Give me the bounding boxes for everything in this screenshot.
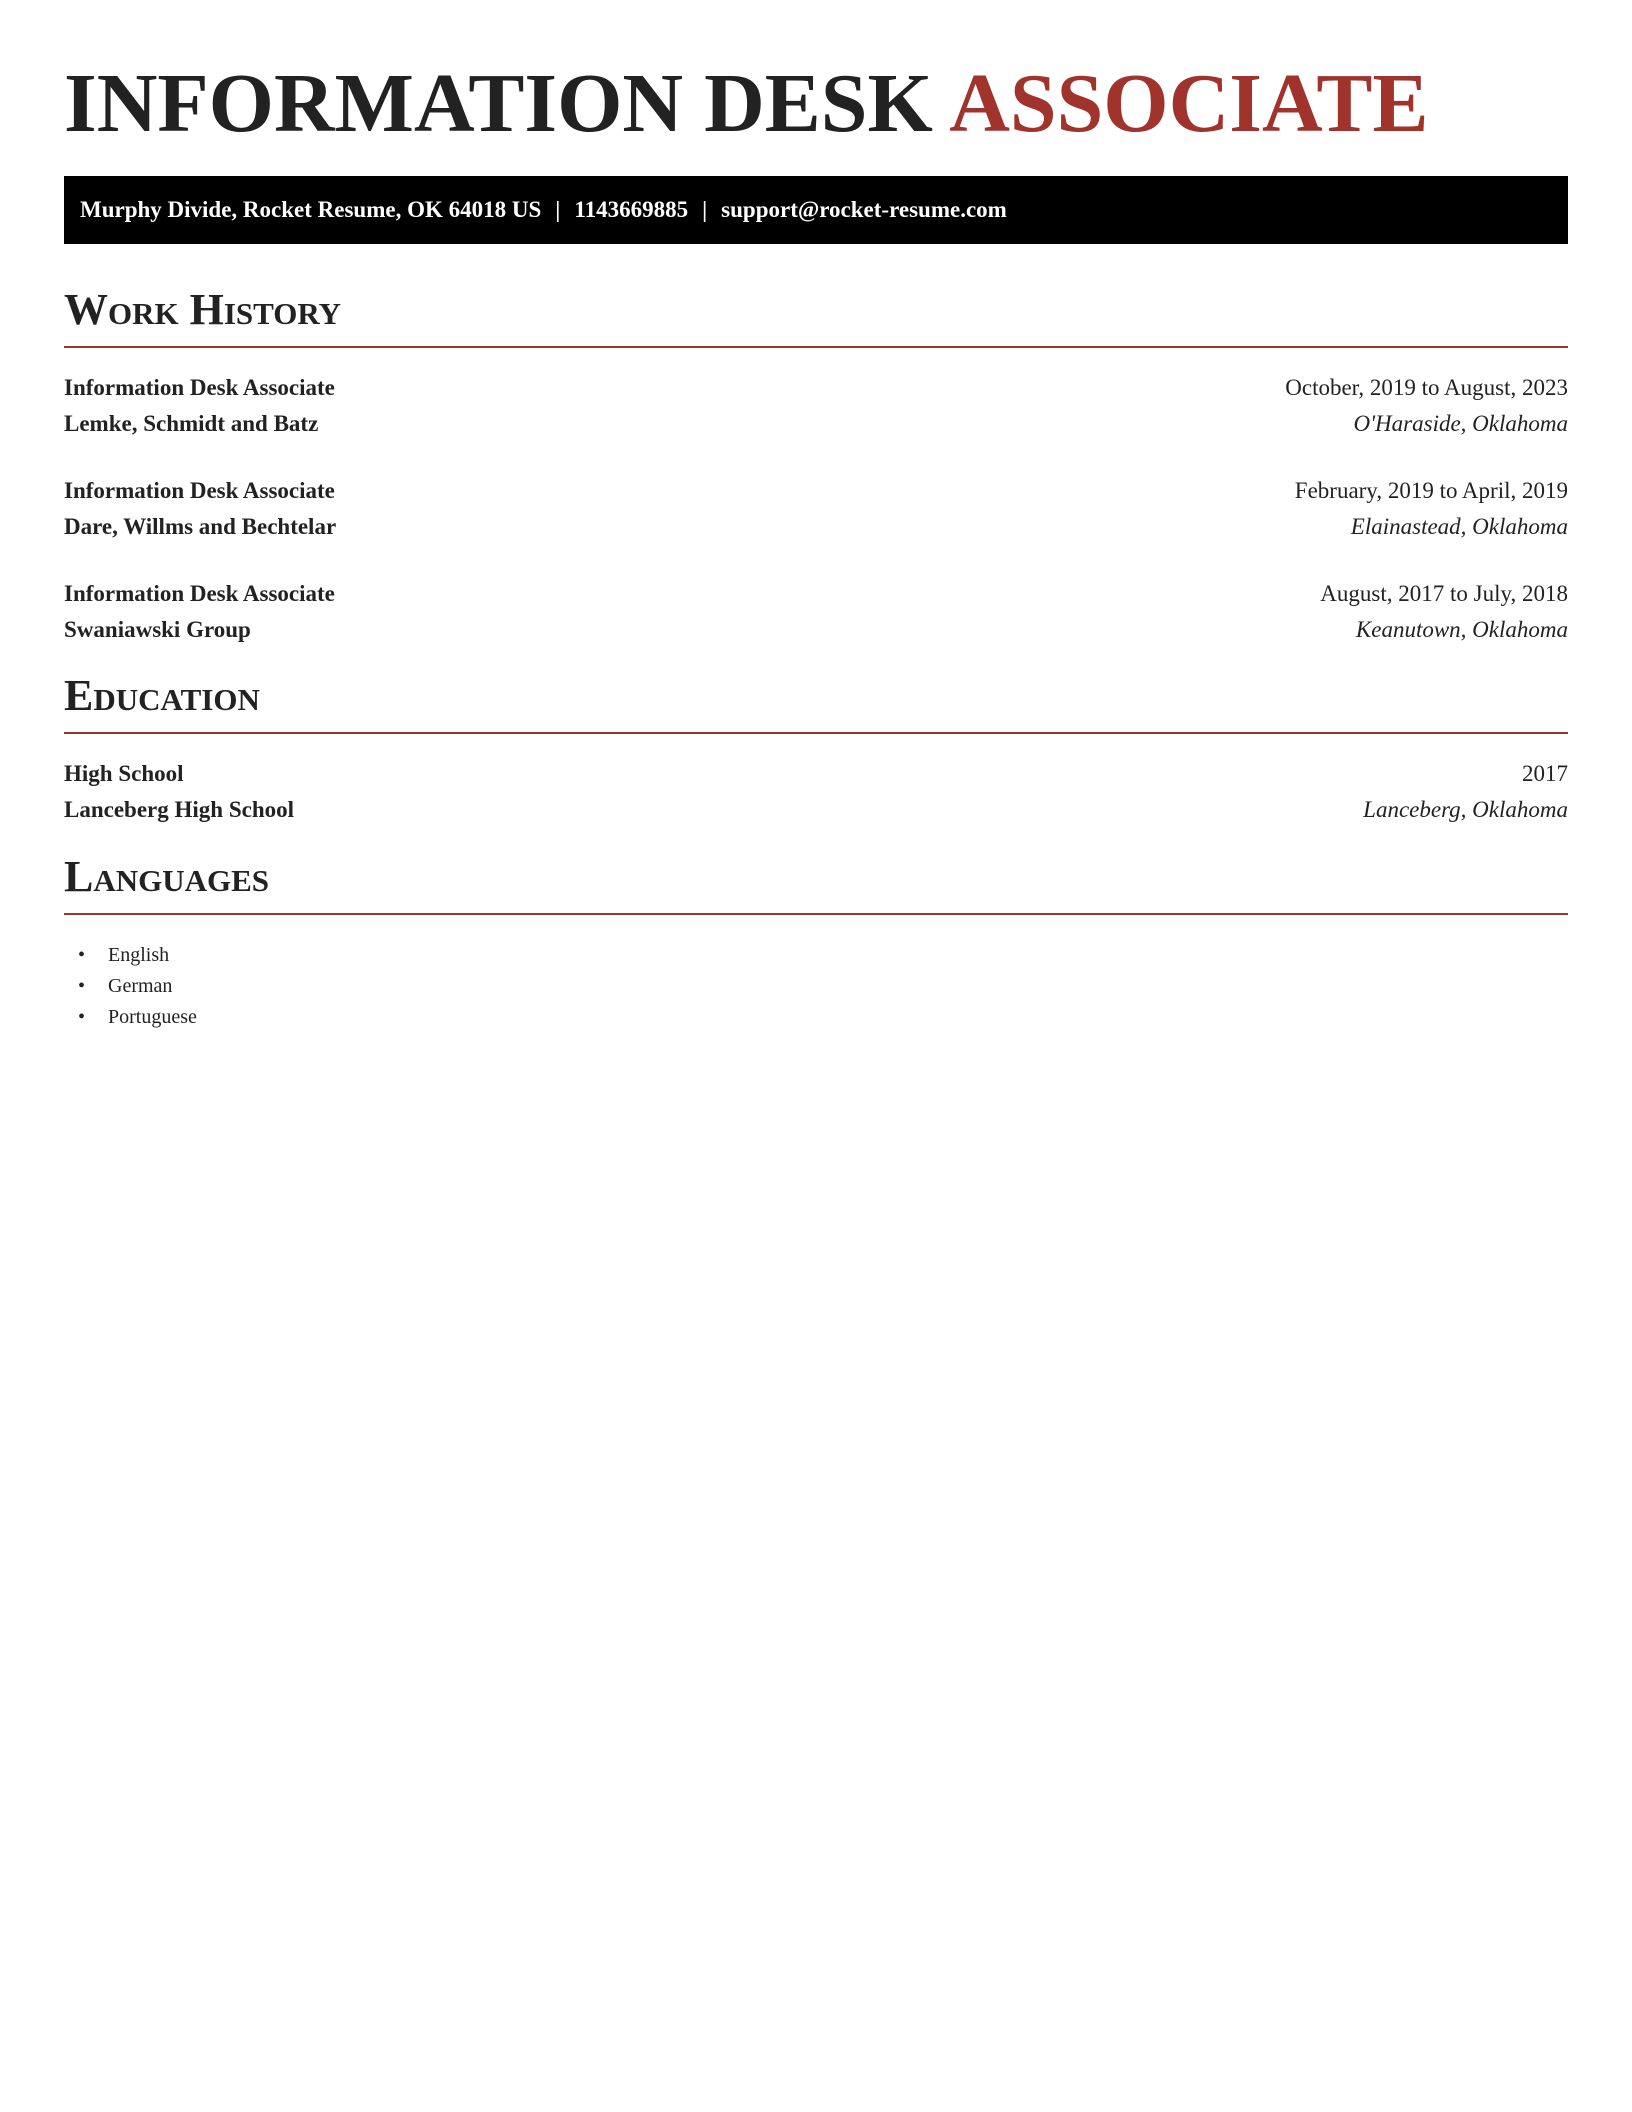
contact-bar	[64, 176, 1568, 244]
education-entry	[64, 756, 1568, 828]
job-company: Dare, Willms and Bechtelar	[64, 514, 337, 539]
job-title: Information Desk Associate	[64, 581, 335, 606]
contact-separator: |	[555, 197, 561, 222]
section-heading-education: Education	[64, 670, 1568, 734]
language-item	[64, 971, 197, 1002]
job-dates: February, 2019 to April, 2019	[1294, 478, 1568, 503]
work-entry	[64, 576, 1568, 648]
contact-phone: 1143669885	[574, 197, 689, 222]
contact-address: Murphy Divide, Rocket Resume, OK 64018 US	[80, 197, 542, 222]
section-heading-work-history: Work History	[64, 284, 1568, 348]
job-location: O'Haraside, Oklahoma	[1353, 411, 1568, 436]
job-company: Swaniawski Group	[64, 617, 251, 642]
job-title: Information Desk Associate	[64, 478, 335, 503]
education-school: Lanceberg High School	[64, 797, 295, 822]
language-name: Portuguese	[108, 1006, 197, 1028]
bullet-icon: •	[78, 1006, 86, 1028]
languages-list	[64, 940, 197, 1033]
language-item	[64, 1002, 197, 1033]
title-main: INFORMATION DESK	[64, 57, 950, 150]
job-location: Keanutown, Oklahoma	[1355, 617, 1568, 642]
work-entry	[64, 473, 1568, 545]
job-dates: October, 2019 to August, 2023	[1285, 375, 1568, 400]
section-heading-languages: Languages	[64, 851, 1568, 915]
education-location: Lanceberg, Oklahoma	[1363, 797, 1568, 822]
job-title: Information Desk Associate	[64, 375, 335, 400]
job-company: Lemke, Schmidt and Batz	[64, 411, 319, 436]
bullet-icon: •	[78, 975, 86, 997]
language-name: German	[108, 975, 173, 997]
resume-title	[64, 56, 1428, 152]
contact-email: support@rocket-resume.com	[721, 197, 1007, 222]
education-year: 2017	[1522, 761, 1568, 786]
education-degree: High School	[64, 761, 184, 786]
bullet-icon: •	[78, 944, 86, 966]
contact-separator: |	[702, 197, 708, 222]
title-accent: ASSOCIATE	[949, 57, 1429, 150]
job-location: Elainastead, Oklahoma	[1350, 514, 1568, 539]
language-item	[64, 940, 197, 971]
job-dates: August, 2017 to July, 2018	[1320, 581, 1568, 606]
work-entry	[64, 370, 1568, 442]
language-name: English	[108, 944, 170, 966]
